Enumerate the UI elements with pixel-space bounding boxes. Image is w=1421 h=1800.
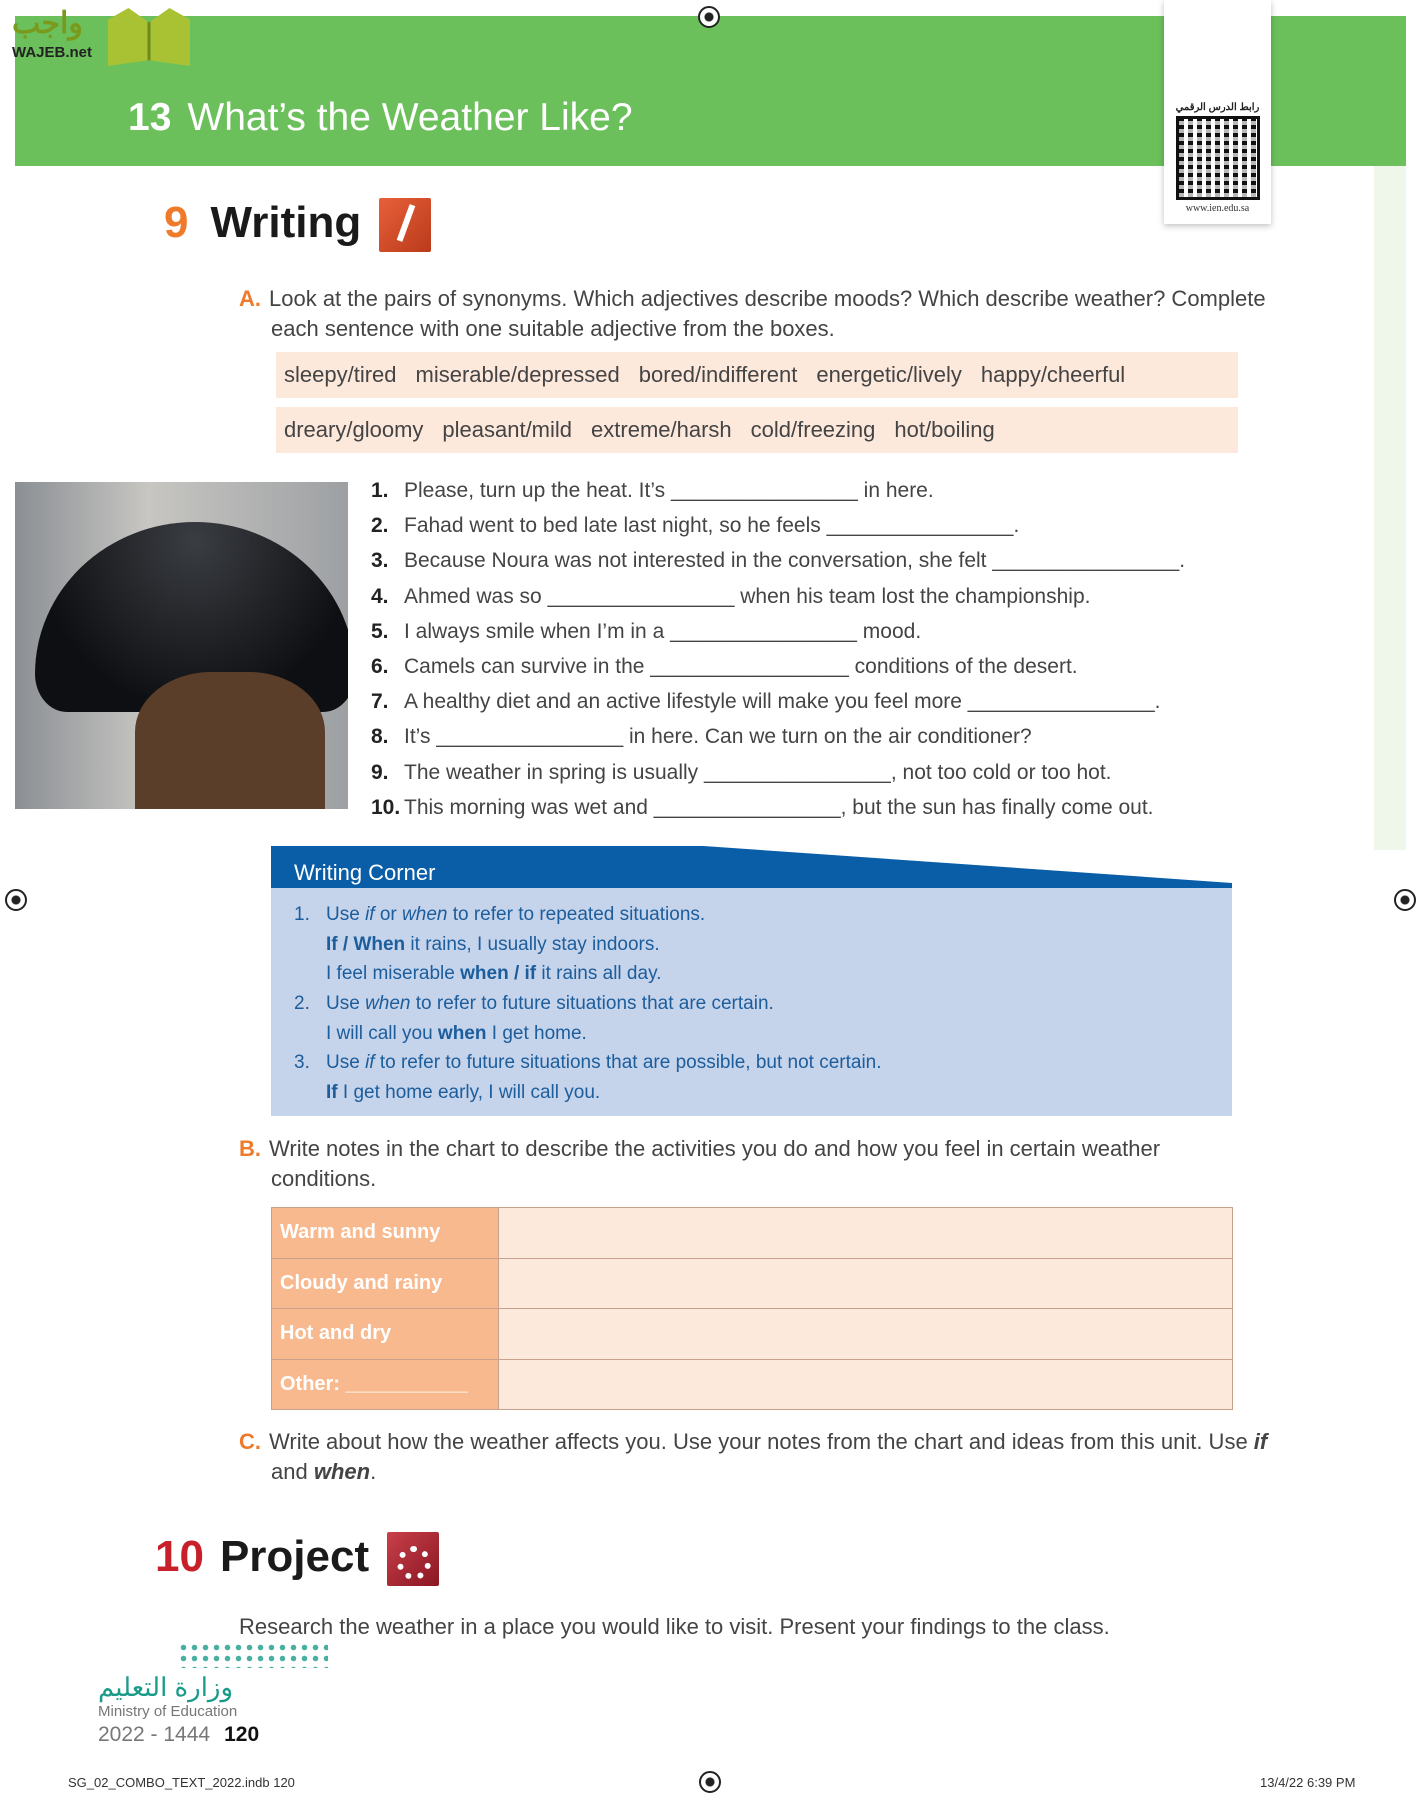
question-item (371, 761, 1112, 785)
question-text[interactable]: A healthy diet and an active lifestyle will make you feel more ________________. (404, 690, 1161, 714)
question-text[interactable]: The weather in spring is usually ________________, not too cold or too hot. (404, 760, 1112, 784)
text: Write about how the weather affects you. Use your notes from the chart and ideas from this unit. Use (269, 1429, 1254, 1454)
registration-mark-icon (5, 889, 27, 911)
text: to refer to repeated situations. (447, 904, 706, 925)
footer-file: SG_02_COMBO_TEXT_2022.indb 120 (68, 1775, 295, 1790)
notes-cell[interactable] (499, 1359, 1233, 1410)
text: when (402, 904, 448, 925)
section-number: 9 (164, 198, 189, 247)
ministry-english: Ministry of Education (98, 1703, 238, 1720)
text: and (271, 1459, 314, 1484)
instruction-b (239, 1134, 1160, 1164)
row-label: Warm and sunny (272, 1208, 499, 1259)
rule-2 (294, 993, 774, 1015)
question-number: 5. (371, 619, 389, 643)
notes-cell[interactable] (499, 1309, 1233, 1360)
word-box-weather (276, 407, 1238, 453)
word-pair: bored/indifferent (638, 362, 798, 387)
instruction-line: each sentence with one suitable adjective from the boxes. (271, 316, 835, 341)
question-number: 1. (371, 479, 389, 502)
question-number: 9. (371, 760, 389, 784)
ministry-logo (98, 1672, 328, 1748)
umbrella-photo (15, 482, 348, 809)
example (326, 1082, 600, 1104)
text: it rains all day. (536, 963, 662, 984)
instruction-c (239, 1427, 1267, 1457)
registration-mark-icon (699, 1771, 721, 1793)
logo-arabic: واجب (12, 7, 83, 40)
rule-number: 2. (294, 993, 310, 1014)
logo-latin: WAJEB.net (12, 44, 93, 61)
person-coat (135, 672, 325, 809)
ministry-arabic: وزارة التعليم (98, 1672, 234, 1702)
word-pair: extreme/harsh (591, 417, 732, 442)
section-title: Writing (210, 198, 362, 247)
qr-card[interactable] (1164, 0, 1271, 224)
instruction-line: Write notes in the chart to describe the activities you do and how you feel in certain weather (269, 1136, 1161, 1161)
gear-icon (387, 1532, 439, 1586)
text: I will call you (326, 1023, 438, 1044)
question-number: 10. (371, 795, 401, 819)
example (326, 963, 661, 985)
text: If (326, 1082, 338, 1103)
qr-url[interactable]: www.ien.edu.sa (1185, 203, 1250, 214)
word-pair: miserable/depressed (415, 362, 620, 387)
instruction-line: conditions. (271, 1166, 377, 1191)
text: Use (326, 993, 366, 1014)
question-text[interactable]: Camels can survive in the _________________ conditions of the desert. (404, 655, 1078, 678)
writing-heading (164, 198, 431, 252)
question-item (371, 620, 921, 644)
text: . (370, 1459, 377, 1484)
text: when (313, 1459, 371, 1484)
text: if (1253, 1429, 1268, 1454)
instruction-line: Look at the pairs of synonyms. Which adjectives describe moods? Which describe weather? Complete (269, 286, 1266, 311)
qr-label: رابط الدرس الرقمي (1175, 102, 1260, 113)
rule-1 (294, 904, 705, 926)
row-label: Hot and dry (272, 1309, 499, 1360)
question-text[interactable]: Please, turn up the heat. It’s ________________ in here. (404, 479, 934, 502)
question-item (371, 514, 1019, 538)
footer-date: 13/4/22 6:39 PM (1260, 1775, 1356, 1790)
question-text[interactable]: Because Noura was not interested in the conversation, she felt ________________. (404, 549, 1186, 573)
section-title: Project (219, 1532, 370, 1581)
word-pair: pleasant/mild (442, 417, 573, 442)
text: it rains, I usually stay indoors. (405, 934, 660, 955)
text: when (365, 993, 411, 1014)
writing-corner (271, 846, 1232, 1116)
instruction-a (239, 284, 1266, 314)
word-pair: energetic/lively (816, 362, 962, 387)
project-instruction: Research the weather in a place you would like to visit. Present your findings to the class. (239, 1614, 1110, 1639)
question-text[interactable]: It’s ________________ in here. Can we turn on the air conditioner? (404, 725, 1032, 749)
example (326, 934, 660, 956)
word-pair: dreary/gloomy (284, 417, 424, 442)
qr-code-icon[interactable] (1176, 116, 1260, 200)
question-item (371, 479, 934, 503)
question-number: 2. (371, 514, 389, 538)
word-pair: cold/freezing (750, 417, 876, 442)
notes-cell[interactable] (499, 1258, 1233, 1309)
text: when / if (460, 963, 537, 984)
margin-stripe (1374, 166, 1406, 850)
question-number: 4. (371, 584, 389, 608)
question-text[interactable]: This morning was wet and ________________, but the sun has finally come out. (404, 795, 1154, 819)
question-text[interactable]: Fahad went to bed late last night, so he feels ________________. (404, 514, 1020, 538)
question-number: 6. (371, 655, 389, 678)
text: I feel miserable (326, 963, 461, 984)
label-b: B. (239, 1136, 261, 1161)
dots-emblem (178, 1642, 328, 1668)
text: I get home. (486, 1023, 587, 1044)
unit-number: 13 (128, 96, 172, 139)
text: when (437, 1023, 487, 1044)
word-pair: sleepy/tired (284, 362, 397, 387)
section-number: 10 (155, 1532, 204, 1581)
word-box-moods (276, 352, 1238, 398)
page-number: 120 (224, 1723, 260, 1746)
label-c: C. (239, 1429, 261, 1454)
row-label: Other: ___________ (272, 1359, 499, 1410)
pencil-icon (379, 198, 431, 252)
book-icon (108, 8, 190, 66)
example (326, 1023, 587, 1045)
text: to refer to future situations that are possible, but not certain. (374, 1052, 882, 1073)
unit-title (128, 96, 633, 140)
word-pair: hot/boiling (894, 417, 995, 442)
question-item (371, 549, 1185, 573)
question-item (371, 796, 1154, 820)
year-text: 2022 - 1444 (98, 1723, 211, 1746)
question-number: 7. (371, 690, 389, 714)
text: or (374, 904, 403, 925)
project-heading (155, 1532, 439, 1586)
question-item (371, 585, 1090, 609)
text: if (365, 1052, 375, 1073)
notes-chart (271, 1207, 1233, 1410)
text: Use (326, 904, 366, 925)
text: Use (326, 1052, 366, 1073)
rule-number: 3. (294, 1052, 310, 1073)
registration-mark-icon (1394, 889, 1416, 911)
notes-cell[interactable] (499, 1208, 1233, 1259)
wajeb-logo (10, 6, 190, 66)
rule-number: 1. (294, 904, 310, 925)
word-pair: happy/cheerful (980, 362, 1126, 387)
text: I get home early, I will call you. (337, 1082, 601, 1103)
instruction-line (271, 1457, 376, 1487)
text: If / When (326, 934, 406, 955)
question-item (371, 725, 1032, 749)
text: if (365, 904, 375, 925)
question-item (371, 690, 1161, 714)
label-a: A. (239, 286, 261, 311)
question-item (371, 655, 1078, 679)
rule-3 (294, 1052, 882, 1074)
question-text[interactable]: I always smile when I’m in a ________________ mood. (404, 619, 922, 643)
unit-title-text: What’s the Weather Like? (187, 96, 633, 139)
question-number: 8. (371, 725, 389, 749)
text: to refer to future situations that are certain. (410, 993, 774, 1014)
question-number: 3. (371, 549, 389, 573)
year (98, 1722, 328, 1748)
question-text[interactable]: Ahmed was so ________________ when his team lost the championship. (404, 584, 1091, 608)
registration-mark-icon (698, 6, 720, 28)
row-label: Cloudy and rainy (272, 1258, 499, 1309)
writing-corner-title: Writing Corner (294, 860, 436, 885)
